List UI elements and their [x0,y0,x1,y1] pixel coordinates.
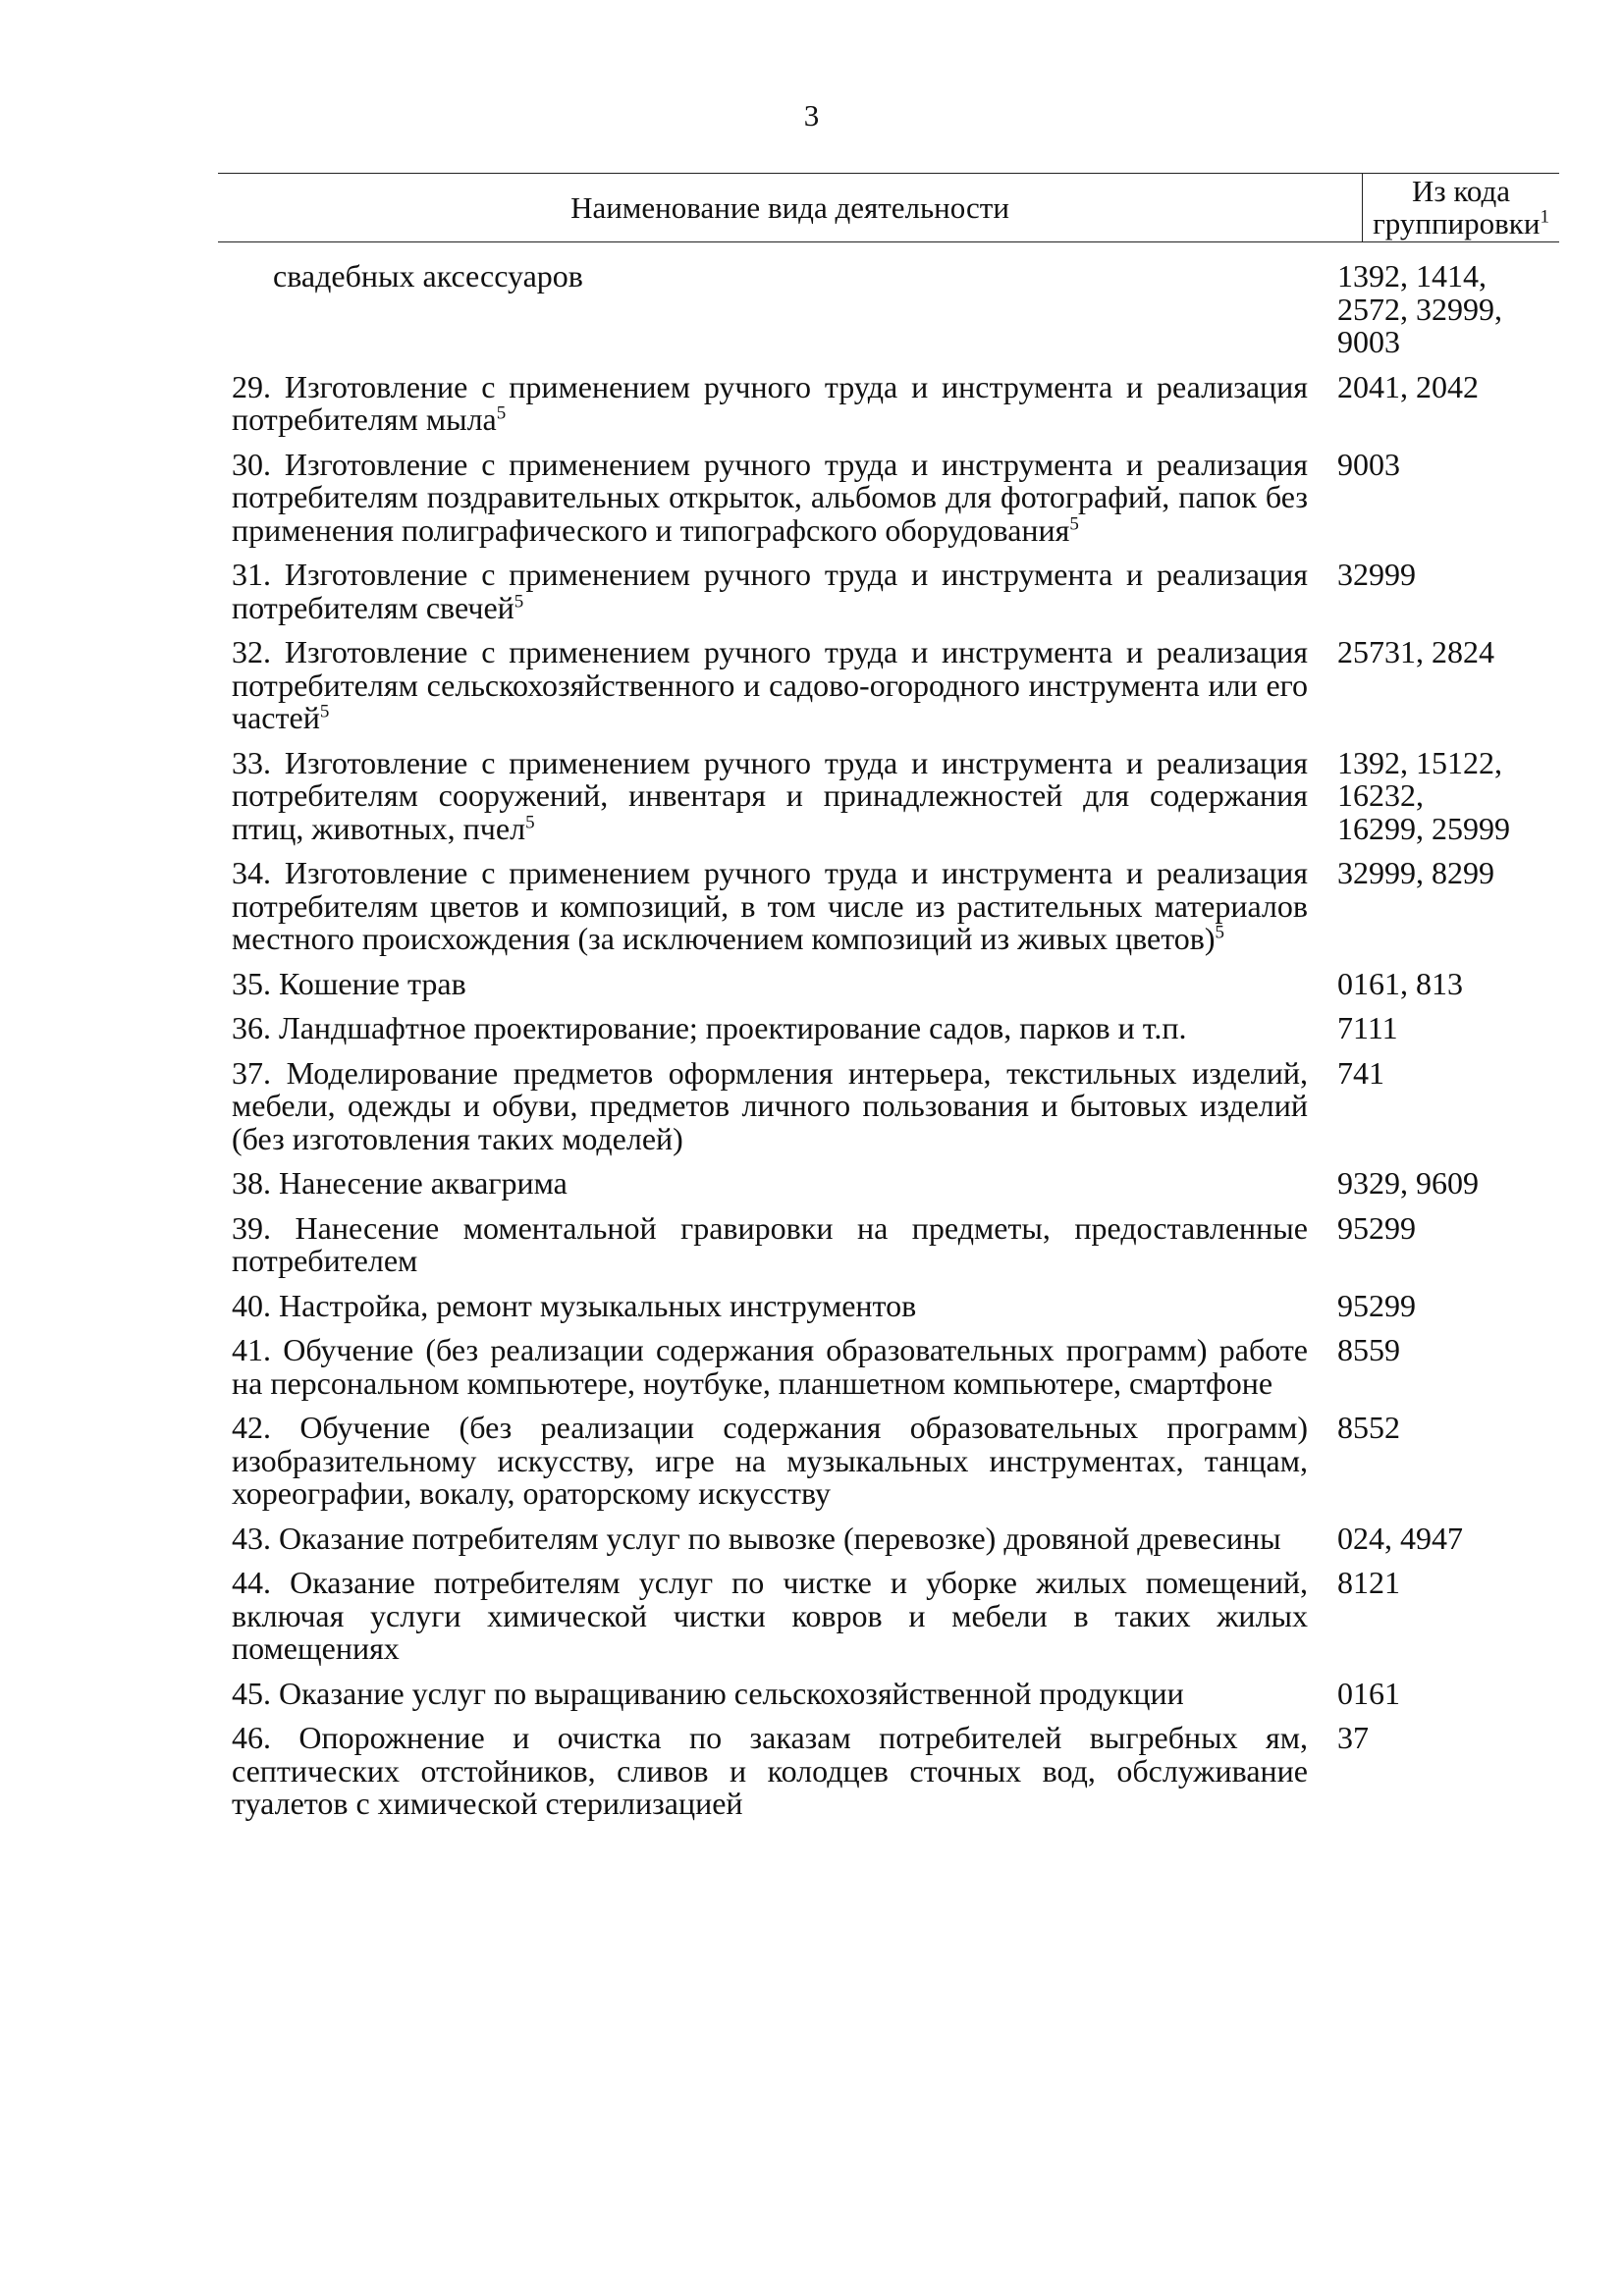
footnote-mark: 5 [525,811,535,832]
code-line: 0161 [1337,1675,1400,1711]
header-activity-name: Наименование вида деятельности [570,190,1009,225]
grouping-code [1337,744,1549,846]
table-row [218,1054,1559,1156]
grouping-code [1337,1167,1549,1201]
activity-name [218,744,1308,846]
table-row [218,1334,1559,1400]
activity-text: 33. Изготовление с применением ручного труда и инструмента и реализация потребителям сооружений, инвентаря и принадлежностей для содержания птиц, животных, пчел [232,744,1308,846]
activity-name [218,636,1308,735]
code-line: 2041, 2042 [1337,368,1479,404]
code-line: 8121 [1337,1565,1400,1600]
table-row [218,636,1559,735]
code-line: 9003 [1337,324,1400,359]
code-line: 95299 [1337,1209,1416,1246]
table-row [218,857,1559,956]
grouping-code [1337,559,1549,624]
footnote-mark: 1 [1540,206,1549,228]
activity-text: свадебных аксессуаров [273,258,583,294]
table-row [218,1522,1559,1556]
header-grouping-code [1362,174,1559,241]
table-header [218,173,1559,242]
table-row [218,1567,1559,1666]
activity-name [218,1522,1308,1556]
grouping-code [1337,1209,1549,1278]
activity-name [218,1287,1308,1323]
activity-text: 42. Обучение (без реализации содержания образовательных программ) изобразительному искусству, игре на музыкальных инструментах, танцам, хореографии, вокалу, ораторскому искусству [232,1410,1308,1511]
code-line: 95299 [1337,1287,1416,1323]
table-body [218,242,1559,1821]
activity-name [218,1209,1308,1278]
grouping-code [1337,368,1549,437]
table-row [218,446,1559,548]
activity-text: 34. Изготовление с применением ручного труда и инструмента и реализация потребителям цветов и композиций, в том числе из растительных материалов местного происхождения (за исключением композиций из живых цветов) [232,855,1308,956]
activity-name [218,1167,1308,1201]
table-row [218,965,1559,1001]
code-line: 0161, 813 [1337,965,1463,1001]
code-line: 9003 [1337,446,1400,482]
header-code-line1: Из кода [1411,174,1510,208]
activity-name [218,1412,1308,1511]
grouping-code [1337,1567,1549,1666]
code-line: 8552 [1337,1410,1400,1445]
table-row [218,1722,1559,1821]
activity-name [218,446,1308,548]
footnote-mark: 5 [319,701,330,722]
activity-text: 39. Нанесение моментальной гравировки на предметы, предоставленные потребителем [232,1209,1308,1278]
code-line: 741 [1337,1054,1384,1091]
code-line: 2572, 32999, [1337,291,1502,327]
activity-text: 36. Ландшафтное проектирование; проектирование садов, парков и т.п. [232,1010,1187,1045]
activity-table [218,173,1559,1833]
activity-text: 29. Изготовление с применением ручного труда и инструмента и реализация потребителям мыла [232,368,1308,437]
grouping-code [1337,1675,1549,1711]
code-line: 25731, 2824 [1337,634,1494,669]
code-line: 32999 [1337,557,1416,592]
activity-name [218,559,1308,624]
activity-name [218,1675,1308,1711]
code-line: 32999, 8299 [1337,855,1494,890]
table-row [218,559,1559,624]
activity-text: 40. Настройка, ремонт музыкальных инструментов [232,1287,917,1323]
table-row [218,368,1559,437]
activity-text: 44. Оказание потребителям услуг по чистке и уборке жилых помещений, включая услуги химической чистки ковров и мебели в таких жилых помещениях [232,1565,1308,1666]
footnote-mark: 5 [1069,512,1079,534]
code-line: 024, 4947 [1337,1520,1463,1556]
code-line: 1392, 1414, [1337,258,1487,294]
activity-name [218,1567,1308,1666]
code-line: 9329, 9609 [1337,1165,1479,1201]
table-row [218,1167,1559,1201]
table-row [218,1287,1559,1323]
code-line: 16299, 25999 [1337,810,1510,846]
activity-name [218,260,1308,359]
footnote-mark: 5 [496,402,507,424]
table-row [218,1012,1559,1045]
code-line: 8559 [1337,1332,1400,1367]
table-row [218,1675,1559,1711]
header-code-line2: группировки$^1$ [1373,206,1549,240]
activity-text: 31. Изготовление с применением ручного труда и инструмента и реализация потребителям свечей [232,557,1308,625]
grouping-code [1337,857,1549,956]
grouping-code [1337,965,1549,1001]
code-line: 37 [1337,1720,1369,1755]
activity-text: 43. Оказание потребителям услуг по вывозке (перевозке) дровяной древесины [232,1520,1281,1556]
grouping-code [1337,1012,1549,1045]
activity-name [218,1012,1308,1045]
activity-text: 32. Изготовление с применением ручного труда и инструмента и реализация потребителям сельскохозяйственного и садово-огородного инструмента или его частей [232,634,1308,735]
code-line: 16232, [1337,777,1424,813]
grouping-code [1337,260,1549,359]
activity-text: 41. Обучение (без реализации содержания образовательных программ) работе на персональном компьютере, ноутбуке, планшетном компьютере, смартфоне [232,1332,1308,1401]
activity-text: 35. Кошение трав [232,965,466,1001]
activity-name [218,1054,1308,1156]
activity-text: 37. Моделирование предметов оформления интерьера, текстильных изделий, мебели, одежды и обуви, предметов личного пользования и бытовых изделий (без изготовления таких моделей) [232,1054,1308,1156]
grouping-code [1337,1412,1549,1511]
grouping-code [1337,1722,1549,1821]
activity-name [218,368,1308,437]
grouping-code [1337,1522,1549,1556]
table-row [218,744,1559,846]
activity-text: 46. Опорожнение и очистка по заказам потребителей выгребных ям, септических отстойников, сливов и колодцев сточных вод, обслуживание туалетов с химической стерилизацией [232,1720,1308,1821]
table-row [218,1412,1559,1511]
activity-name [218,965,1308,1001]
activity-name [218,857,1308,956]
activity-text: 38. Нанесение аквагрима [232,1165,568,1201]
grouping-code [1337,636,1549,735]
grouping-code [1337,446,1549,548]
table-row [218,260,1559,359]
footnote-mark: 5 [514,590,524,612]
grouping-code [1337,1334,1549,1400]
activity-text: 45. Оказание услуг по выращиванию сельскохозяйственной продукции [232,1675,1184,1711]
grouping-code [1337,1054,1549,1156]
code-line: 7111 [1337,1010,1398,1045]
table-row [218,1209,1559,1278]
page-number: 3 [803,98,820,133]
code-line: 1392, 15122, [1337,744,1502,780]
grouping-code [1337,1287,1549,1323]
activity-text: 30. Изготовление с применением ручного труда и инструмента и реализация потребителям поздравительных открыток, альбомов для фотографий, папок без применения полиграфического и типографского оборудования [232,446,1308,548]
activity-name [218,1722,1308,1821]
footnote-mark: 5 [1215,922,1225,943]
activity-name [218,1334,1308,1400]
